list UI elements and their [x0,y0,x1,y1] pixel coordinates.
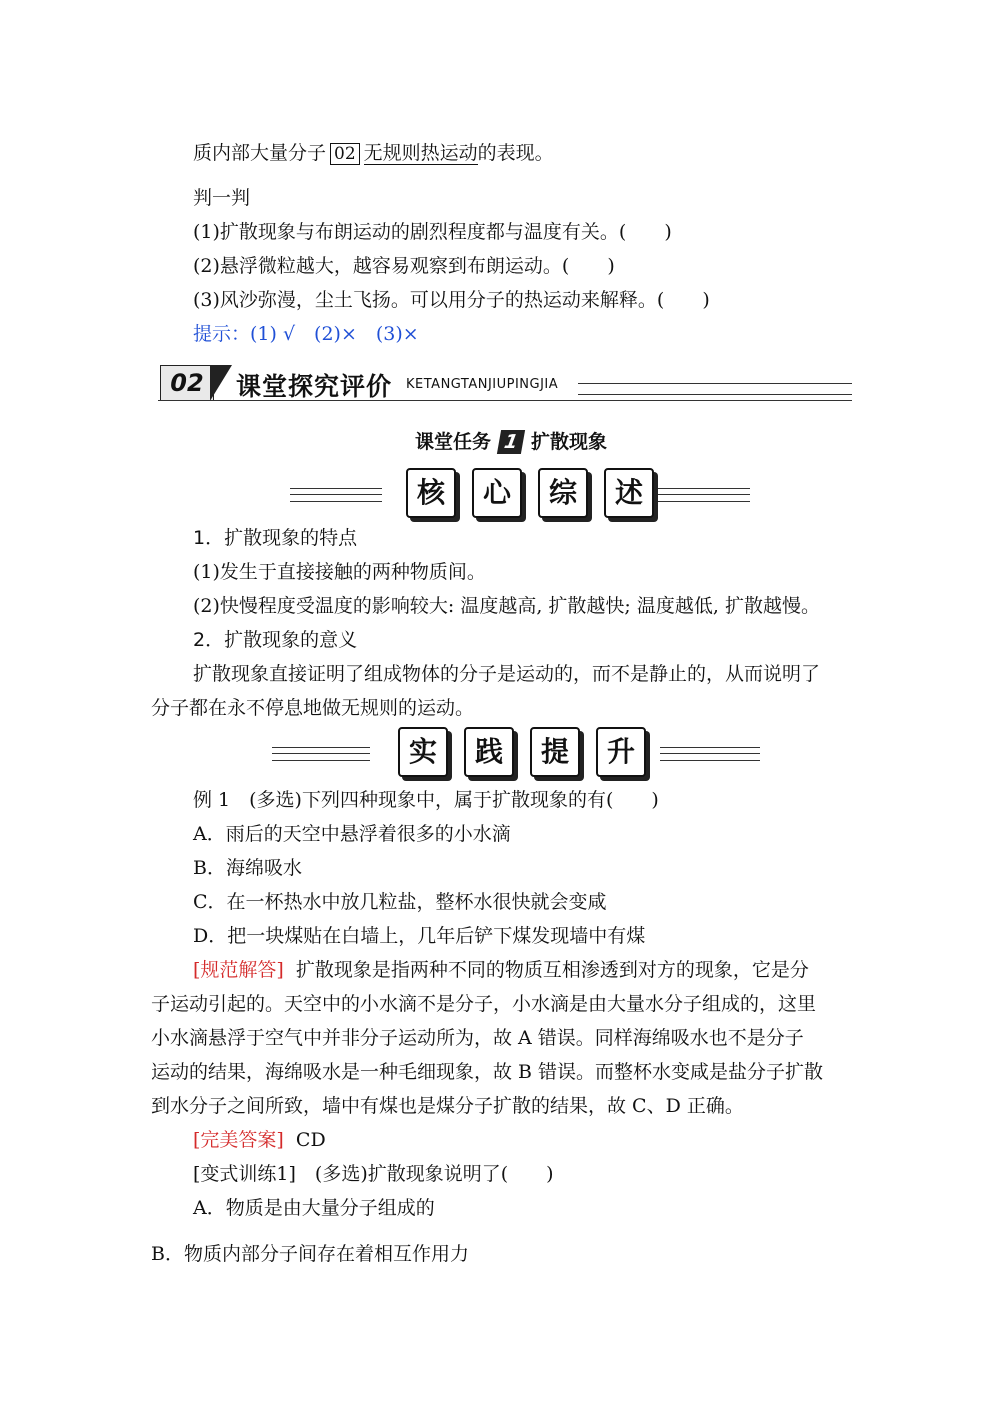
core-heading-1: 1．扩散现象的特点 [193,527,358,549]
blank-answer: 无规则热运动 [363,142,478,164]
answer-first-line [193,957,809,983]
task-number-badge: 1 [497,430,525,454]
judge-heading: 判一判 [193,187,251,209]
perfect-tag: [完美答案] [193,1129,284,1151]
judge-hint: 提示：(1) √ (2)× (3)× [193,323,419,345]
example-question: 例 1 (多选)下列四种现象中，属于扩散现象的有( ) [193,789,659,811]
perfect-answer [193,1127,326,1153]
header-char-box: 核 [406,468,456,518]
header-char-box: 实 [398,727,448,777]
core-summary-header [290,468,750,524]
sentence-suffix: 的表现。 [477,142,554,164]
example-option-b: B．海绵吸水 [193,857,302,879]
example-option-a: A．雨后的天空中悬浮着很多的小水滴 [193,823,511,845]
header-rule-left [272,747,370,761]
answer-tag: [规范解答] [193,959,284,981]
task-label: 课堂任务 [415,431,492,453]
header-char-box: 践 [464,727,514,777]
section-number: 02 [160,365,214,401]
practice-header [272,727,766,783]
core-paragraph: (1)发生于直接接触的两种物质间。 [193,561,486,583]
header-rule-right [660,747,760,761]
core-paragraph: (2)快慢程度受温度的影响较大: 温度越高, 扩散越快; 温度越低, 扩散越慢。 [193,595,820,617]
header-char-box: 心 [472,468,522,518]
example-option-d: D．把一块煤贴在白墙上，几年后铲下煤发现墙中有煤 [193,925,646,947]
answer-line: 运动的结果，海绵吸水是一种毛细现象，故 B 错误。而整杯水变咸是盐分子扩散 [151,1061,824,1083]
core-heading-2: 2．扩散现象的意义 [193,629,358,651]
task-heading [415,427,607,454]
judge-item-3: (3)风沙弥漫，尘土飞扬。可以用分子的热运动来解释。( ) [193,289,710,311]
section-title: 课堂探究评价 [236,372,393,401]
answer-text: 扩散现象是指两种不同的物质互相渗透到对方的现象，它是分 [295,959,809,981]
judge-item-2: (2)悬浮微粒越大，越容易观察到布朗运动。( ) [193,255,615,277]
header-char-box: 述 [604,468,654,518]
core-paragraph: 分子都在永不停息地做无规则的运动。 [151,697,475,719]
banner-triangle [210,365,232,401]
header-rule-left [290,488,382,502]
variant-option-b: B．物质内部分子间存在着相互作用力 [151,1243,469,1265]
fill-blank-sentence [193,140,554,166]
answer-line: 小水滴悬浮于空气中并非分子运动所为，故 A 错误。同样海绵吸水也不是分子 [151,1027,804,1049]
sentence-prefix: 质内部大量分子 [193,142,327,164]
answer-line: 到水分子之间所致，墙中有煤也是煤分子扩散的结果，故 C、D 正确。 [151,1095,744,1117]
variant-option-a: A．物质是由大量分子组成的 [193,1197,435,1219]
section-pinyin: KETANGTANJIUPINGJIA [406,377,559,392]
perfect-value: CD [295,1129,326,1151]
header-rule-right [658,488,750,502]
banner-baseline [158,400,852,401]
header-char-box: 综 [538,468,588,518]
task-topic: 扩散现象 [531,431,608,453]
answer-line: 子运动引起的。天空中的小水滴不是分子，小水滴是由大量水分子组成的，这里 [151,993,817,1015]
variant-question: [变式训练1] (多选)扩散现象说明了( ) [193,1163,554,1185]
section-banner [158,365,852,401]
blank-number-box: 02 [330,143,360,165]
header-char-box: 提 [530,727,580,777]
judge-item-1: (1)扩散现象与布朗运动的剧烈程度都与温度有关。( ) [193,221,672,243]
example-option-c: C．在一杯热水中放几粒盐，整杯水很快就会变咸 [193,891,607,913]
header-char-box: 升 [596,727,646,777]
banner-rules [578,383,852,395]
core-paragraph: 扩散现象直接证明了组成物体的分子是运动的，而不是静止的，从而说明了 [193,663,821,685]
